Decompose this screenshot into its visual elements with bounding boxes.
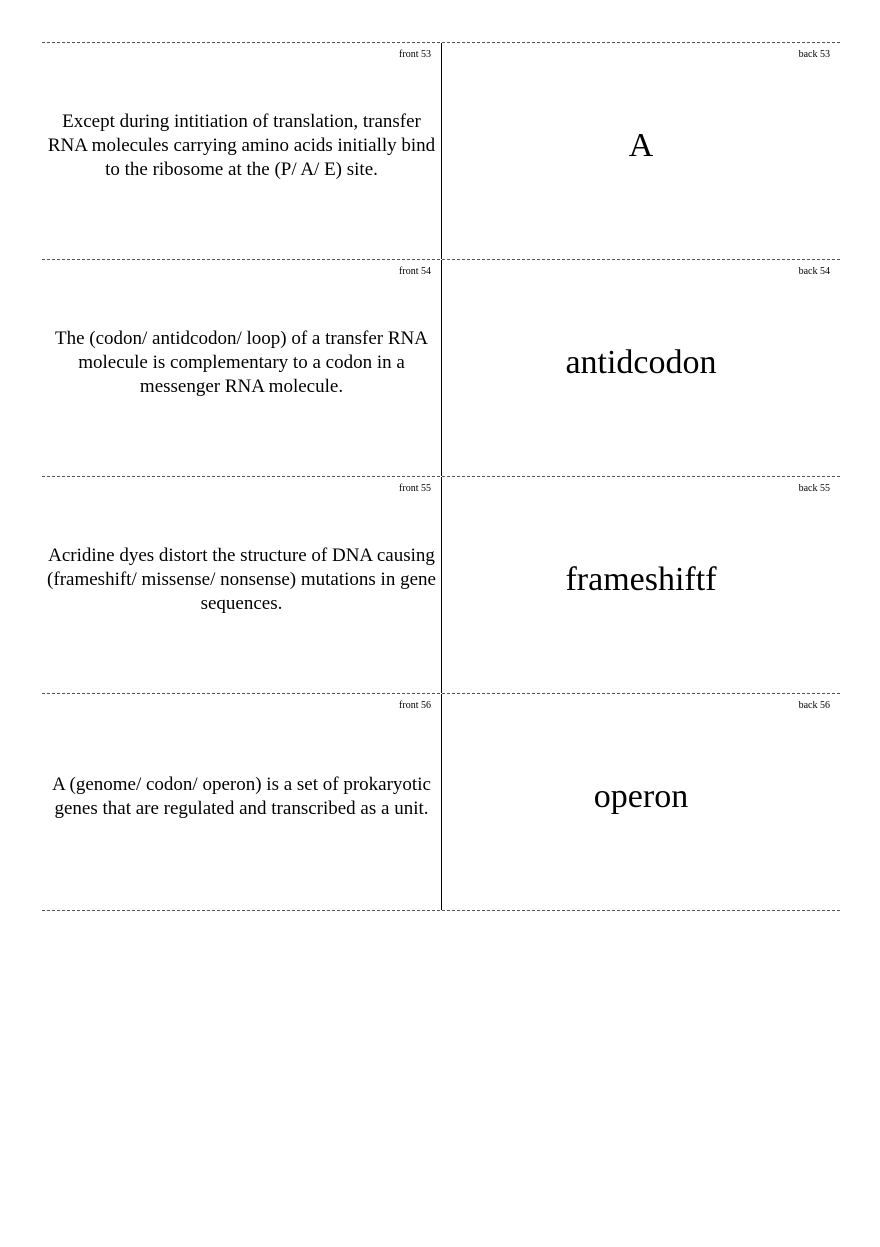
back-label: back 53: [798, 49, 830, 60]
answer-text: operon: [593, 778, 689, 815]
flashcard-row: [42, 693, 840, 911]
card-back: [442, 694, 840, 910]
front-label: front 54: [399, 266, 431, 277]
card-front: [42, 260, 442, 476]
answer-text: frameshiftf: [565, 561, 717, 598]
card-front: [42, 694, 442, 910]
back-label: back 55: [798, 483, 830, 494]
front-label: front 55: [399, 483, 431, 494]
flashcard-row: [42, 476, 840, 693]
flashcard-row: [42, 42, 840, 259]
back-label: back 54: [798, 266, 830, 277]
card-front: [42, 43, 442, 259]
card-back: [442, 477, 840, 693]
question-text: The (codon/ antidcodon/ loop) of a transfer RNA molecule is complementary to a codon in a messenger RNA molecule.: [54, 328, 429, 397]
question-text: A (genome/ codon/ operon) is a set of prokaryotic genes that are regulated and transcribed as a unit.: [52, 774, 431, 819]
front-label: front 53: [399, 49, 431, 60]
card-back: [442, 43, 840, 259]
flashcard-row: [42, 259, 840, 476]
card-front: [42, 477, 442, 693]
question-text: Except during intitiation of translation, transfer RNA molecules carrying amino acids initially bind to the ribosome at the (P/ A/ E) site.: [47, 111, 436, 180]
back-label: back 56: [798, 700, 830, 711]
flashcard-sheet: [42, 42, 840, 911]
question-text: Acridine dyes distort the structure of DNA causing (frameshift/ missense/ nonsense) mutations in gene sequences.: [47, 545, 436, 614]
answer-text: A: [628, 127, 654, 164]
card-back: [442, 260, 840, 476]
answer-text: antidcodon: [565, 344, 717, 381]
front-label: front 56: [399, 700, 431, 711]
